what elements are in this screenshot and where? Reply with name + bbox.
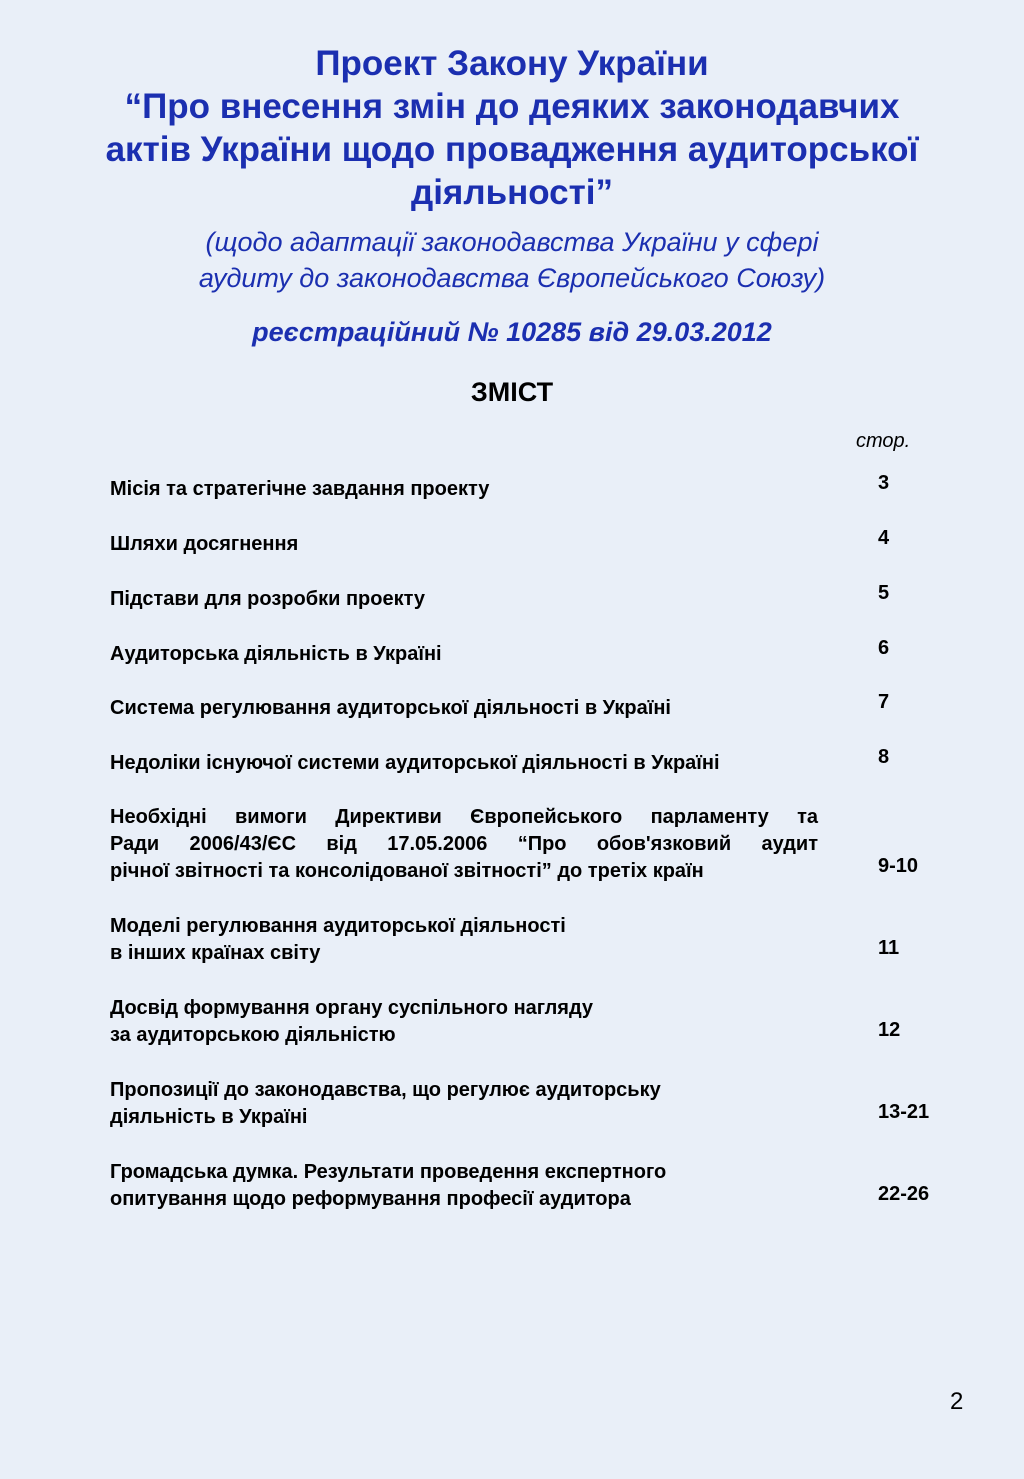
toc-entry-label — [110, 995, 818, 1049]
toc-entry-line: Пропозиції до законодавства, що регулює аудиторську — [110, 1079, 661, 1101]
toc-entry — [110, 1159, 818, 1213]
toc-entry-label — [110, 804, 818, 885]
toc-entry — [110, 750, 818, 777]
toc-entry-page: 11 — [878, 937, 900, 959]
document-title — [40, 42, 984, 214]
toc-entry-line: Ради 2006/43/ЄС від 17.05.2006 “Про обов'язковий аудит — [110, 833, 818, 855]
toc-entry-line: Система регулювання аудиторської діяльності в Україні — [110, 697, 671, 719]
toc-entry-line: Недоліки існуючої системи аудиторської діяльності в Україні — [110, 752, 720, 774]
toc-entry — [110, 586, 818, 613]
toc-entry-page: 12 — [878, 1019, 901, 1041]
toc-entry-label — [110, 913, 818, 967]
title-line-2: “Про внесення змін до деяких законодавчих — [124, 87, 900, 126]
toc-entry-page: 22-26 — [878, 1183, 930, 1205]
toc-entry-line: за аудиторською діяльністю — [110, 1024, 396, 1046]
toc-entry-line: Моделі регулювання аудиторської діяльності — [110, 915, 566, 937]
toc-entry-line: в інших країнах світу — [110, 942, 321, 964]
toc-heading: ЗМІСТ — [470, 377, 554, 407]
toc-entry — [110, 1077, 818, 1131]
subtitle-line-1: (щодо адаптації законодавства України у сфері — [205, 227, 819, 257]
toc-entry-line: опитування щодо реформування професії аудитора — [110, 1188, 631, 1210]
toc-entry-page: 8 — [878, 746, 890, 768]
toc-entry — [110, 995, 818, 1049]
toc-entry — [110, 913, 818, 967]
toc-entry-line: Підстави для розробки проекту — [110, 588, 425, 610]
toc-entry-page: 6 — [878, 637, 890, 659]
title-line-1: Проект Закону України — [315, 44, 709, 83]
toc-entry-label — [110, 531, 818, 558]
toc-entry-label — [110, 586, 818, 613]
toc-entry-label — [110, 641, 818, 668]
toc-entry-label — [110, 1077, 818, 1131]
toc-entry-line: діяльність в Україні — [110, 1106, 308, 1128]
toc-entry-page: 3 — [878, 472, 890, 494]
toc-entry-label — [110, 695, 818, 722]
subtitle-line-2: аудиту до законодавства Європейського Союзу) — [198, 263, 826, 293]
toc-entry-page: 9-10 — [878, 855, 919, 877]
title-line-4: діяльності” — [410, 173, 613, 212]
toc-entry-label — [110, 1159, 818, 1213]
toc-entry-page: 5 — [878, 582, 890, 604]
toc-entry — [110, 804, 818, 885]
toc-entry-line: Громадська думка. Результати проведення експертного — [110, 1161, 667, 1183]
toc-entry-line: Необхідні вимоги Директиви Європейського парламенту та — [110, 806, 818, 828]
toc-entry — [110, 641, 818, 668]
title-line-3: актів України щодо провадження аудиторської — [105, 130, 919, 169]
slide-number: 2 — [950, 1388, 964, 1415]
page-column-label: стор. — [856, 430, 911, 452]
toc-entry-label — [110, 476, 818, 503]
document-subtitle — [40, 224, 984, 296]
toc-entry-line: Місія та стратегічне завдання проекту — [110, 478, 490, 500]
toc-entry-line: річної звітності та консолідованої звітності” до третіх країн — [110, 860, 704, 882]
toc-entry-page: 13-21 — [878, 1101, 930, 1123]
toc-entry-line: Шляхи досягнення — [110, 533, 299, 555]
toc-entry — [110, 531, 818, 558]
toc-entry-page: 4 — [878, 527, 890, 549]
toc-entry-line: Аудиторська діяльність в Україні — [110, 643, 442, 665]
registration-number: реєстраційний № 10285 від 29.03.2012 — [252, 317, 772, 347]
toc-entry — [110, 695, 818, 722]
toc-entry-label — [110, 750, 818, 777]
toc-entry — [110, 476, 818, 503]
toc-entry-line: Досвід формування органу суспільного нагляду — [110, 997, 594, 1019]
toc-entry-page: 7 — [878, 691, 890, 713]
